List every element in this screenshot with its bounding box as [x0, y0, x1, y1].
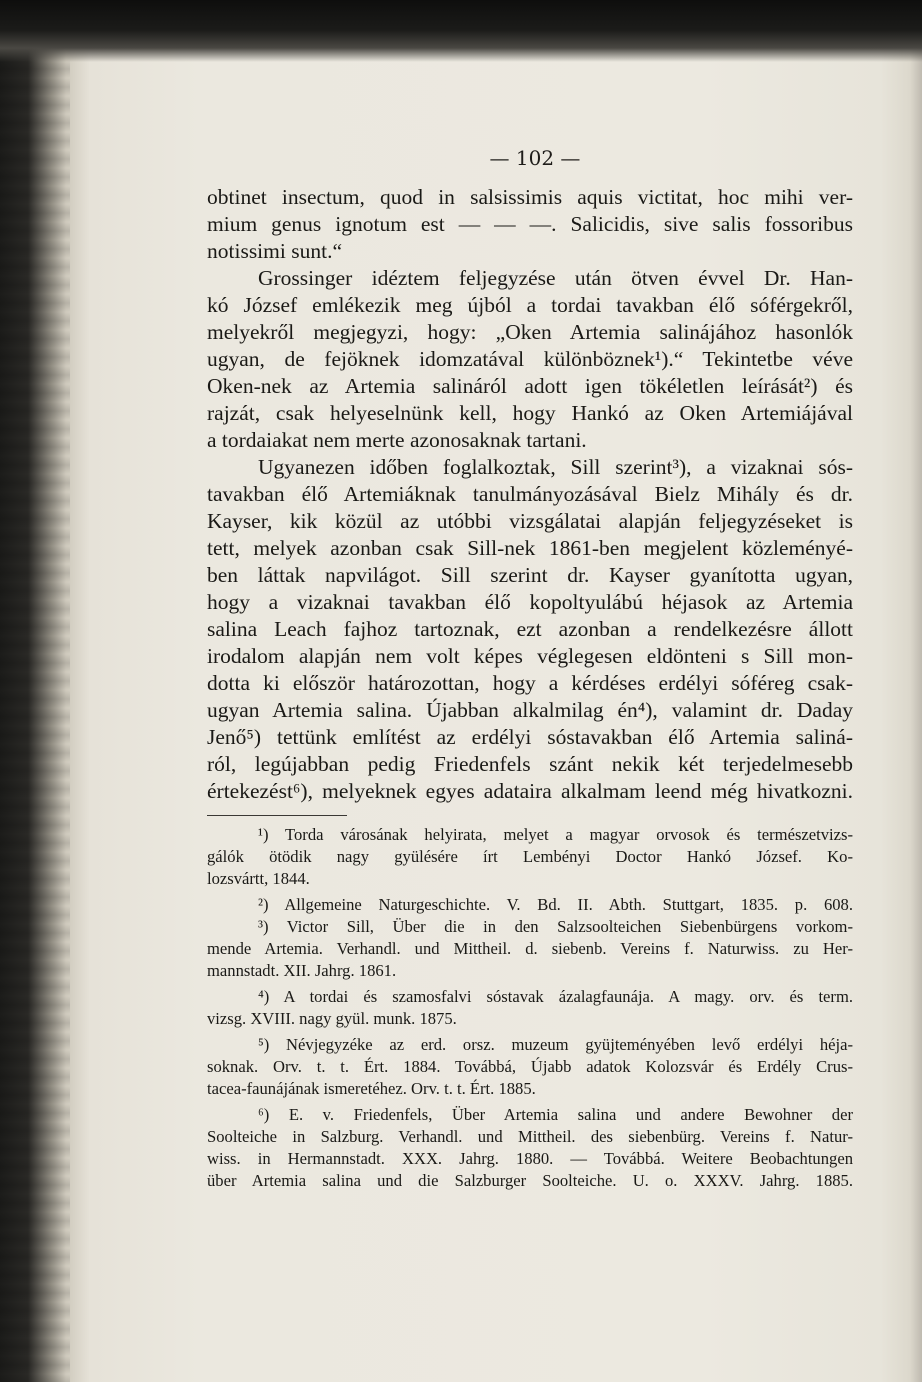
- footnote-line: mannstadt. XII. Jahrg. 1861.: [207, 961, 397, 980]
- body-line: Grossinger idéztem feljegyzése után ötven évvel Dr. Han-: [258, 266, 853, 290]
- body-line: rajzát, csak helyeselnünk kell, hogy Hankó az Oken Artemiájával: [207, 401, 853, 425]
- body-line: ról, legújabban pedig Friedenfels szánt nekik két terjedelmesebb: [207, 752, 853, 776]
- book-binding-edge: [0, 60, 70, 1382]
- footnote-line: wiss. in Hermannstadt. XXX. Jahrg. 1880. — Továbbá. Weitere Beobachtungen: [207, 1149, 853, 1168]
- body-line: Kayser, kik közül az utóbbi vizsgálatai alapján feljegyzéseket is: [207, 509, 853, 533]
- footnote-line: ¹) Torda városának helyirata, melyet a magyar orvosok és természetvizs-: [258, 825, 853, 844]
- footnote-line: ⁵) Névjegyzéke az erd. orsz. muzeum gyüjteményében levő erdélyi héja-: [258, 1035, 853, 1054]
- footnote-line: vizsg. XVIII. nagy gyül. munk. 1875.: [207, 1009, 457, 1028]
- footnote-line: ⁴) A tordai és szamosfalvi sóstavak ázalagfaunája. A magy. orv. és term.: [258, 987, 853, 1006]
- body-line: notissimi sunt.“: [207, 239, 342, 263]
- body-line: ugyan, de fejöknek idomzatával különböznek¹).“ Tekintetbe véve: [207, 347, 853, 371]
- body-line: obtinet insectum, quod in salsissimis aquis victitat, hoc mihi ver-: [207, 185, 853, 209]
- body-line: hogy a vizaknai tavakban élő kopoltyulábú héjasok az Artemia: [207, 590, 853, 614]
- footnote-line: ³) Victor Sill, Über die in den Salzsoolteichen Siebenbürgens vorkom-: [258, 917, 853, 936]
- body-line: kó József emlékezik meg újból a tordai tavakban élő sóférgekről,: [207, 293, 853, 317]
- body-line: irodalom alapján nem volt képes véglegesen eldönteni s Sill mon-: [207, 644, 853, 668]
- footnote-line: mende Artemia. Verhandl. und Mittheil. d. siebenb. Vereins f. Naturwiss. zu Her-: [207, 939, 853, 958]
- body-line: Ugyanezen időben foglalkoztak, Sill szerint³), a vizaknai sós-: [258, 455, 853, 479]
- footnote-line: tacea-faunájának ismeretéhez. Orv. t. t. Ért. 1885.: [207, 1079, 536, 1098]
- body-line: ugyan Artemia salina. Újabban alkalmilag én⁴), valamint dr. Daday: [207, 698, 853, 722]
- body-line: salina Leach fajhoz tartoznak, ezt azonban a rendelkezésre állott: [207, 617, 853, 641]
- footnote-line: lozsvártt, 1844.: [207, 869, 310, 888]
- scan-shadow-top: [0, 0, 922, 62]
- footnote-line: Soolteiche in Salzburg. Verhandl. und Mittheil. des siebenbürg. Vereins f. Natur-: [207, 1127, 853, 1146]
- body-line: tavakban élő Artemiáknak tanulmányozásával Bielz Mihály és dr.: [207, 482, 853, 506]
- footnote-line: gálók ötödik nagy gyülésére írt Lembényi Doctor Hankó József. Ko-: [207, 847, 853, 866]
- footnote-separator: [207, 815, 347, 816]
- footnote-line: ²) Allgemeine Naturgeschichte. V. Bd. II. Abth. Stuttgart, 1835. p. 608.: [258, 895, 853, 914]
- footnote-line: soknak. Orv. t. t. Ért. 1884. Továbbá, Újabb adatok Kolozsvár és Erdély Crus-: [207, 1057, 853, 1076]
- body-line: a tordaiakat nem merte azonosaknak tartani.: [207, 428, 587, 452]
- body-line: dotta ki először határozottan, hogy a kérdéses erdélyi sóféreg csak-: [207, 671, 853, 695]
- body-line: mium genus ignotum est — — —. Salicidis, sive salis fossoribus: [207, 212, 853, 236]
- body-line: tett, melyek azonban csak Sill-nek 1861-ben megjelent közleményé-: [207, 536, 853, 560]
- body-line: melyekről megjegyzi, hogy: „Oken Artemia salinájához hasonlók: [207, 320, 853, 344]
- body-line: ben láttak napvilágot. Sill szerint dr. Kayser gyanította ugyan,: [207, 563, 853, 587]
- body-line: Oken-nek az Artemia salináról adott igen tökéletlen leírását²) és: [207, 374, 853, 398]
- body-line: Jenő⁵) tettünk említést az erdélyi sóstavakban élő Artemia saliná-: [207, 725, 853, 749]
- page-number: — 102 —: [489, 146, 581, 170]
- body-line: értekezést⁶), melyeknek egyes adataira alkalmam leend még hivatkozni.: [207, 779, 853, 803]
- footnote-line: ⁶) E. v. Friedenfels, Über Artemia salina und andere Bewohner der: [258, 1105, 853, 1124]
- footnote-line: über Artemia salina und die Salzburger Soolteiche. U. o. XXXV. Jahrg. 1885.: [207, 1171, 853, 1190]
